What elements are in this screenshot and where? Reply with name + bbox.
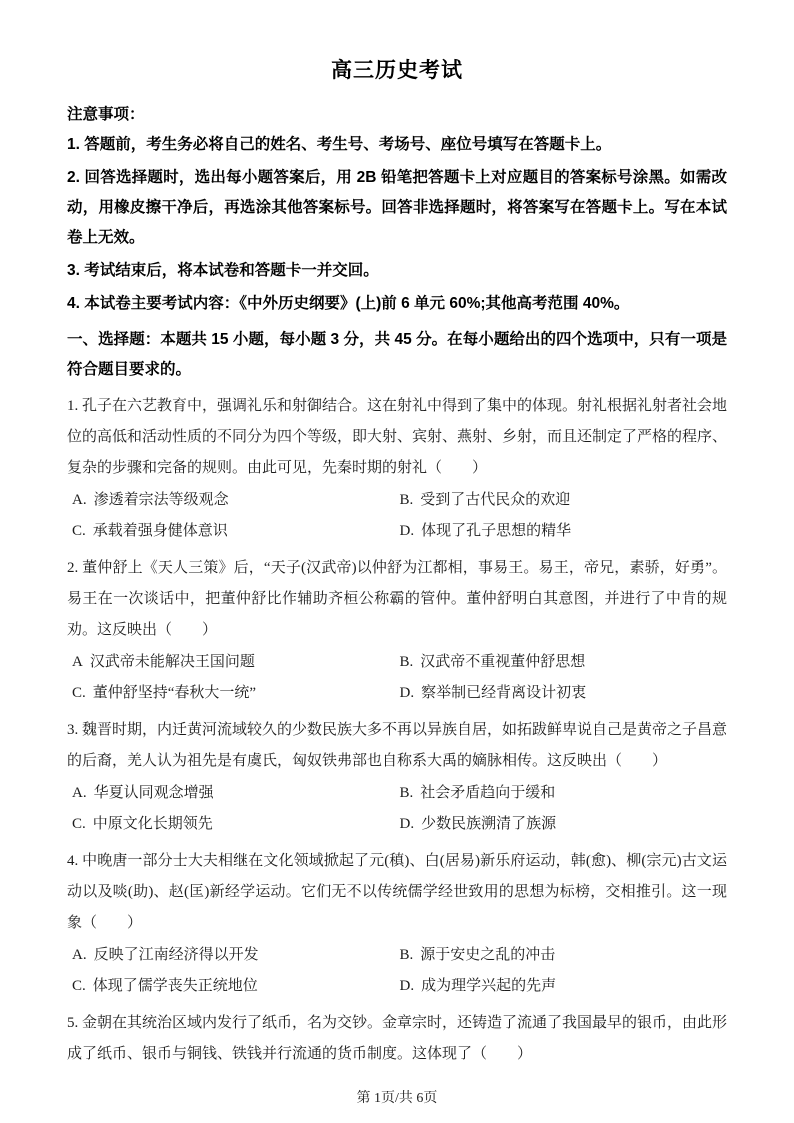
question-4-option-c xyxy=(72,971,400,1002)
question-1-option-d xyxy=(400,516,728,547)
option-label: D. xyxy=(399,685,415,701)
question-2-options xyxy=(67,647,727,709)
notice-item-1: 1. 答题前，考生务必将自己的姓名、考生号、考场号、座位号填写在答题卡上。 xyxy=(67,136,612,153)
question-3-text: 3. 魏晋时期，内迁黄河流域较久的少数民族大多不再以异族自居，如拓跋鲜卑说自己是黄帝之子昌意的后裔，羌人认为祖先是有虞氏，匈奴铁弗部也自称系大禹的嫡脉相传。这反映出（ ） xyxy=(67,722,728,769)
question-2-option-a xyxy=(72,647,400,678)
option-label: C. xyxy=(72,816,86,832)
page-title: 高三历史考试 xyxy=(331,59,463,82)
option-text: 社会矛盾趋向于缓和 xyxy=(420,785,556,801)
question-1-option-c xyxy=(72,516,400,547)
option-label: A xyxy=(72,654,83,670)
option-label: A. xyxy=(72,492,87,508)
question-4-option-b xyxy=(400,940,728,971)
question-3-option-b xyxy=(400,778,728,809)
question-2 xyxy=(67,553,727,709)
notices-heading: 注意事项： xyxy=(67,106,145,123)
question-4-option-d xyxy=(400,971,728,1002)
option-text: 渗透着宗法等级观念 xyxy=(93,492,229,508)
question-4-option-a xyxy=(72,940,400,971)
question-2-option-b xyxy=(400,647,728,678)
option-label: B. xyxy=(399,947,414,963)
option-label: B. xyxy=(399,785,414,801)
question-3 xyxy=(67,715,727,840)
page-footer: 第 1页/共 6页 xyxy=(356,1091,438,1106)
option-label: D. xyxy=(399,523,415,539)
notice-item-4: 4. 本试卷主要考试内容：《中外历史纲要》(上)前 6 单元 60%;其他高考范围 40%。 xyxy=(67,295,630,312)
question-1-options xyxy=(67,485,727,547)
question-5-text: 5. 金朝在其统治区域内发行了纸币，名为交钞。金章宗时，还铸造了流通了我国最早的银币，由此形成了纸币、银币与铜钱、铁钱并行流通的货币制度。这体现了（ ） xyxy=(67,1015,728,1062)
option-text: 体现了儒学丧失正统地位 xyxy=(92,978,258,994)
question-1-option-a xyxy=(72,485,400,516)
option-text: 反映了江南经济得以开发 xyxy=(93,947,259,963)
option-label: D. xyxy=(399,978,415,994)
option-label: C. xyxy=(72,685,86,701)
option-text: 受到了古代民众的欢迎 xyxy=(420,492,571,508)
section-heading-multiple-choice: 一、选择题：本题共 15 小题，每小题 3 分，共 45 分。在每小题给出的四个选项中，只有一项是符合题目要求的。 xyxy=(67,331,727,378)
option-text: 少数民族溯清了族源 xyxy=(421,816,557,832)
notice-item-2: 2. 回答选择题时，选出每小题答案后，用 2B 铅笔把答题卡上对应题目的答案标号涂黑。如需改动，用橡皮擦干净后，再选涂其他答案标号。回答非选择题时，将答案写在答题卡上。写在本试卷上无效。 xyxy=(67,169,727,246)
option-text: 汉武帝不重视董仲舒思想 xyxy=(420,654,586,670)
question-2-option-c xyxy=(72,678,400,709)
question-3-option-a xyxy=(72,778,400,809)
question-1 xyxy=(67,391,727,547)
option-label: B. xyxy=(399,492,414,508)
question-1-text: 1. 孔子在六艺教育中，强调礼乐和射御结合。这在射礼中得到了集中的体现。射礼根据礼射者社会地位的高低和活动性质的不同分为四个等级，即大射、宾射、燕射、乡射，而且还制定了严格的程序、复杂的步骤和完备的规则。由此可见，先秦时期的射礼（ ） xyxy=(67,398,728,476)
option-label: A. xyxy=(72,785,87,801)
question-2-option-d xyxy=(400,678,728,709)
question-4-options xyxy=(67,940,727,1002)
question-4-text: 4. 中晚唐一部分士大夫相继在文化领域掀起了元(稹)、白(居易)新乐府运动，韩(愈)、柳(宗元)古文运动以及啖(助)、赵(匡)新经学运动。它们无不以传统儒学经世致用的思想为标榜，交相推引。这一现象（ ） xyxy=(67,853,727,931)
option-text: 体现了孔子思想的精华 xyxy=(421,523,572,539)
notice-item-3: 3. 考试结束后，将本试卷和答题卡一并交回。 xyxy=(67,262,379,279)
option-label: D. xyxy=(399,816,415,832)
question-3-option-d xyxy=(400,809,728,840)
question-3-options xyxy=(67,778,727,840)
option-text: 源于安史之乱的冲击 xyxy=(420,947,556,963)
option-text: 察举制已经背离设计初衷 xyxy=(421,685,587,701)
question-2-text: 2. 董仲舒上《天人三策》后，“天子(汉武帝)以仲舒为江都相，事易王。易王，帝兄，素骄，好勇”。易王在一次谈话中，把董仲舒比作辅助齐桓公称霸的管仲。董仲舒明白其意图，并进行了中肯的规劝。这反映出（ ） xyxy=(67,560,727,638)
option-label: B. xyxy=(399,654,414,670)
option-text: 华夏认同观念增强 xyxy=(93,785,214,801)
question-4 xyxy=(67,846,727,1002)
question-3-option-c xyxy=(72,809,400,840)
option-label: C. xyxy=(72,523,86,539)
question-5 xyxy=(67,1008,727,1070)
option-label: C. xyxy=(72,978,86,994)
notices-section xyxy=(67,100,727,319)
option-text: 成为理学兴起的先声 xyxy=(421,978,557,994)
question-1-option-b xyxy=(400,485,728,516)
option-text: 汉武帝未能解决王国问题 xyxy=(89,654,255,670)
option-text: 承载着强身健体意识 xyxy=(92,523,228,539)
option-label: A. xyxy=(72,947,87,963)
option-text: 中原文化长期领先 xyxy=(92,816,213,832)
option-text: 董仲舒坚持“春秋大一统” xyxy=(92,685,257,701)
